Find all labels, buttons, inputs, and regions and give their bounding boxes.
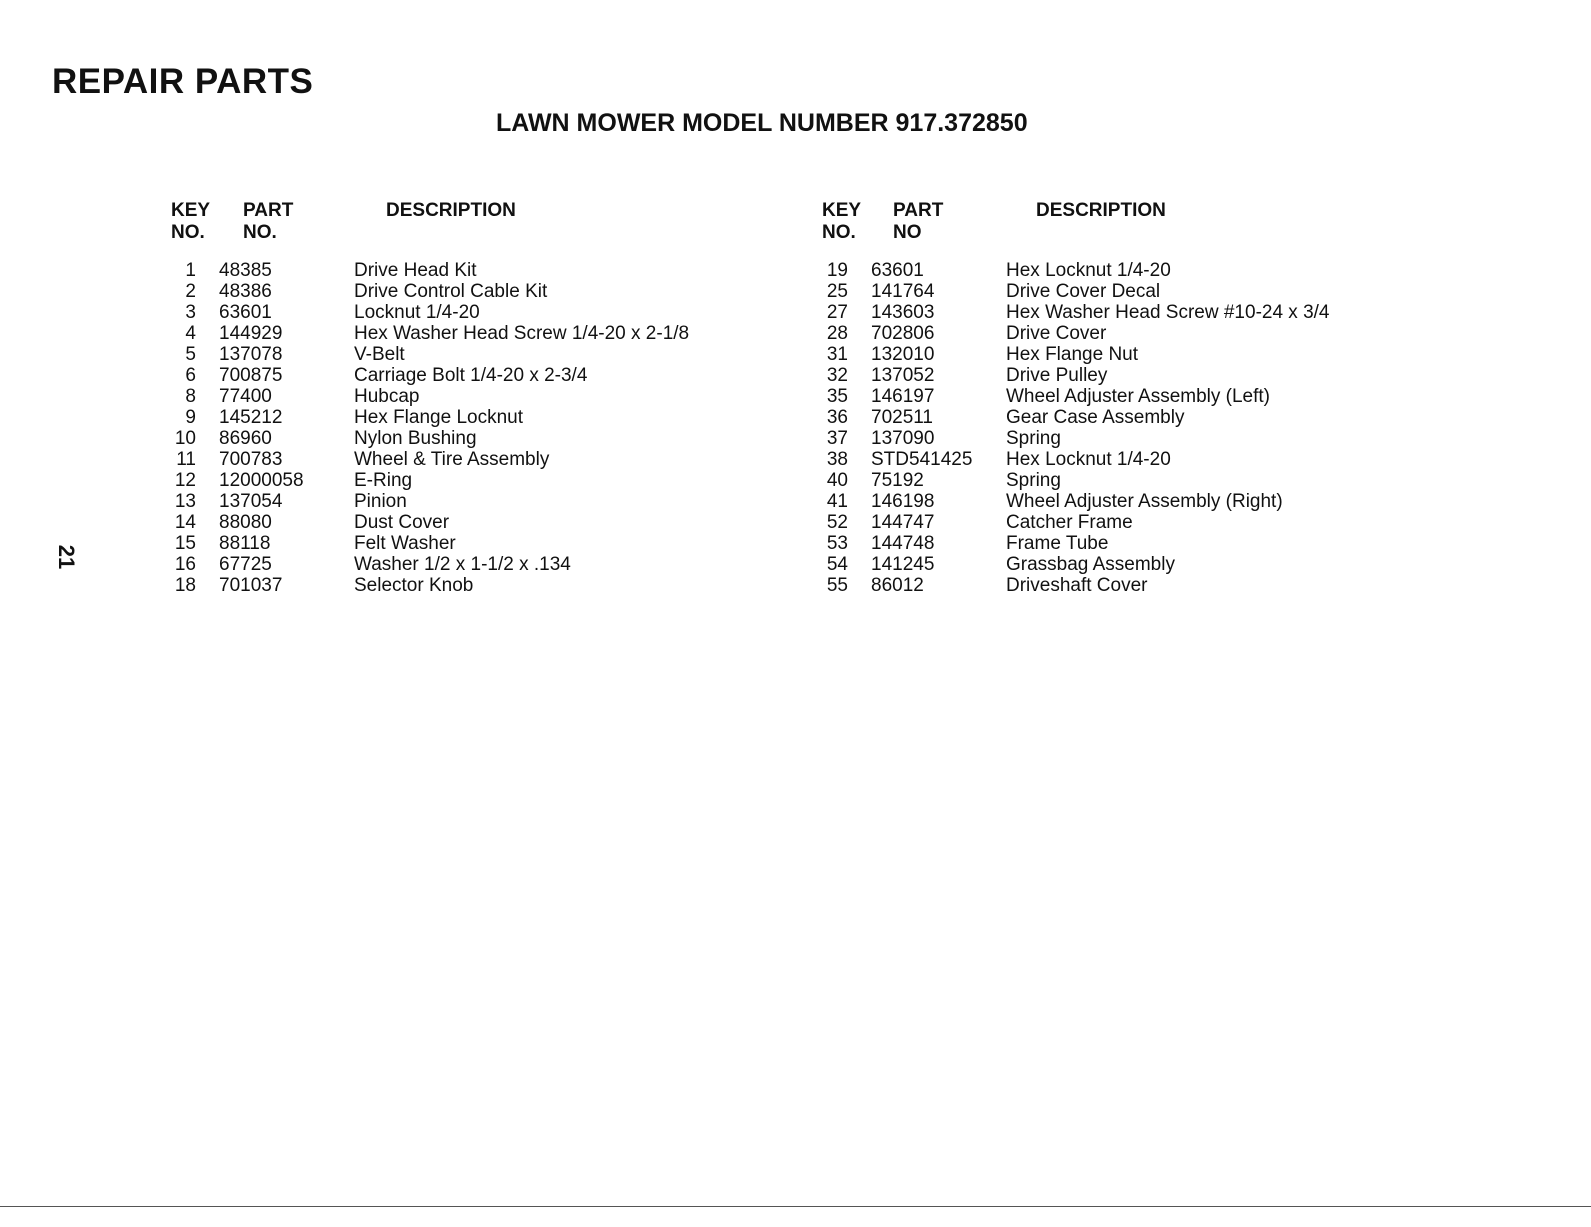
part-number: 137054 [219,491,283,512]
part-no-header [893,200,943,244]
part-number: 145212 [219,407,283,428]
key-header-line2: NO. [171,222,205,243]
part-description: Hex Locknut 1/4-20 [1006,260,1171,281]
key-number: 4 [185,323,196,344]
page-number: 21 [54,544,80,570]
part-number: 702511 [871,407,933,428]
part-number: 12000058 [219,470,304,491]
part-no-header [243,200,293,244]
part-number: 146198 [871,491,935,512]
part-description: Drive Head Kit [354,260,477,281]
key-number: 25 [826,281,848,302]
part-number: 88118 [219,533,271,554]
part-description: Spring [1006,470,1061,491]
part-description: Nylon Bushing [354,428,477,449]
part-description: Drive Pulley [1006,365,1108,386]
footer-rule [0,1206,1591,1207]
key-number: 8 [185,386,196,407]
key-header-line2: NO. [822,222,856,243]
part-description: Drive Cover Decal [1006,281,1161,302]
part-description: Hubcap [354,386,420,407]
key-number: 19 [826,260,848,281]
part-number: 137052 [871,365,935,386]
part-description: Catcher Frame [1006,512,1133,533]
key-number: 36 [826,407,848,428]
key-number: 28 [826,323,848,344]
part-description: Frame Tube [1006,533,1109,554]
part-number: 77400 [219,386,272,407]
part-header-line2: NO. [243,222,277,243]
key-number: 14 [174,512,196,533]
model-title: LAWN MOWER MODEL NUMBER 917.372850 [496,109,1028,137]
part-description: Drive Control Cable Kit [354,281,548,302]
key-number: 52 [826,512,848,533]
section-title: REPAIR PARTS [52,62,314,101]
part-description: V-Belt [354,344,405,365]
part-number: 141764 [871,281,935,302]
key-number: 35 [826,386,848,407]
key-number: 55 [826,575,848,596]
part-description: Hex Flange Nut [1006,344,1139,365]
part-description: Carriage Bolt 1/4-20 x 2-3/4 [354,365,588,386]
key-number: 27 [826,302,848,323]
key-number: 40 [826,470,848,491]
key-number: 12 [174,470,196,491]
part-number: 144747 [871,512,935,533]
key-number: 10 [174,428,196,449]
description-header: DESCRIPTION [386,200,516,221]
part-number: 132010 [871,344,935,365]
part-number: 63601 [219,302,272,323]
part-description: Wheel & Tire Assembly [354,449,550,470]
key-number: 5 [185,344,196,365]
part-number: 143603 [871,302,935,323]
part-description: Hex Locknut 1/4-20 [1006,449,1171,470]
key-number: 3 [185,302,196,323]
part-number: 88080 [219,512,272,533]
part-number: 700783 [219,449,283,470]
key-number: 32 [826,365,848,386]
part-number: 48386 [219,281,272,302]
part-description: Grassbag Assembly [1006,554,1175,575]
part-description: Pinion [354,491,407,512]
key-number: 53 [826,533,848,554]
key-header-line1: KEY [822,200,862,221]
part-description: Wheel Adjuster Assembly (Right) [1006,491,1283,512]
part-description: Locknut 1/4-20 [354,302,480,323]
part-header-line1: PART [243,200,294,221]
part-number: 137090 [871,428,935,449]
part-number: 701037 [219,575,283,596]
part-description: Gear Case Assembly [1006,407,1185,428]
part-description: Spring [1006,428,1061,449]
part-description: Hex Washer Head Screw 1/4-20 x 2-1/8 [354,323,690,344]
part-number: 75192 [871,470,924,491]
key-number: 15 [174,533,196,554]
part-number: 702806 [871,323,935,344]
part-number: STD541425 [871,449,973,470]
key-number: 37 [826,428,848,449]
part-number: 86960 [219,428,272,449]
part-description: Felt Washer [354,533,456,554]
part-description: Dust Cover [354,512,450,533]
part-number: 700875 [219,365,283,386]
key-number: 31 [826,344,848,365]
part-number: 67725 [219,554,272,575]
key-number: 2 [185,281,196,302]
key-number: 13 [174,491,196,512]
key-number: 16 [174,554,196,575]
part-number: 48385 [219,260,272,281]
key-number: 9 [185,407,196,428]
part-header-line1: PART [893,200,944,221]
key-header-line1: KEY [171,200,211,221]
key-no-header [822,200,861,244]
part-header-line2: NO [893,222,922,243]
part-description: Driveshaft Cover [1006,575,1148,596]
part-description: Selector Knob [354,575,474,596]
part-description: Washer 1/2 x 1-1/2 x .134 [354,554,571,575]
part-number: 146197 [871,386,935,407]
key-no-header [171,200,210,244]
part-description: Drive Cover [1006,323,1107,344]
key-number: 18 [174,575,196,596]
part-description: Hex Washer Head Screw #10-24 x 3/4 [1006,302,1330,323]
part-description: Wheel Adjuster Assembly (Left) [1006,386,1270,407]
part-number: 63601 [871,260,924,281]
key-number: 11 [176,449,196,470]
part-number: 141245 [871,554,935,575]
description-header: DESCRIPTION [1036,200,1166,221]
part-number: 144748 [871,533,935,554]
part-number: 137078 [219,344,283,365]
part-description: Hex Flange Locknut [354,407,523,428]
key-number: 1 [185,260,196,281]
key-number: 54 [826,554,848,575]
part-description: E-Ring [354,470,413,491]
part-number: 144929 [219,323,283,344]
key-number: 41 [826,491,848,512]
key-number: 38 [826,449,848,470]
part-number: 86012 [871,575,924,596]
key-number: 6 [185,365,196,386]
